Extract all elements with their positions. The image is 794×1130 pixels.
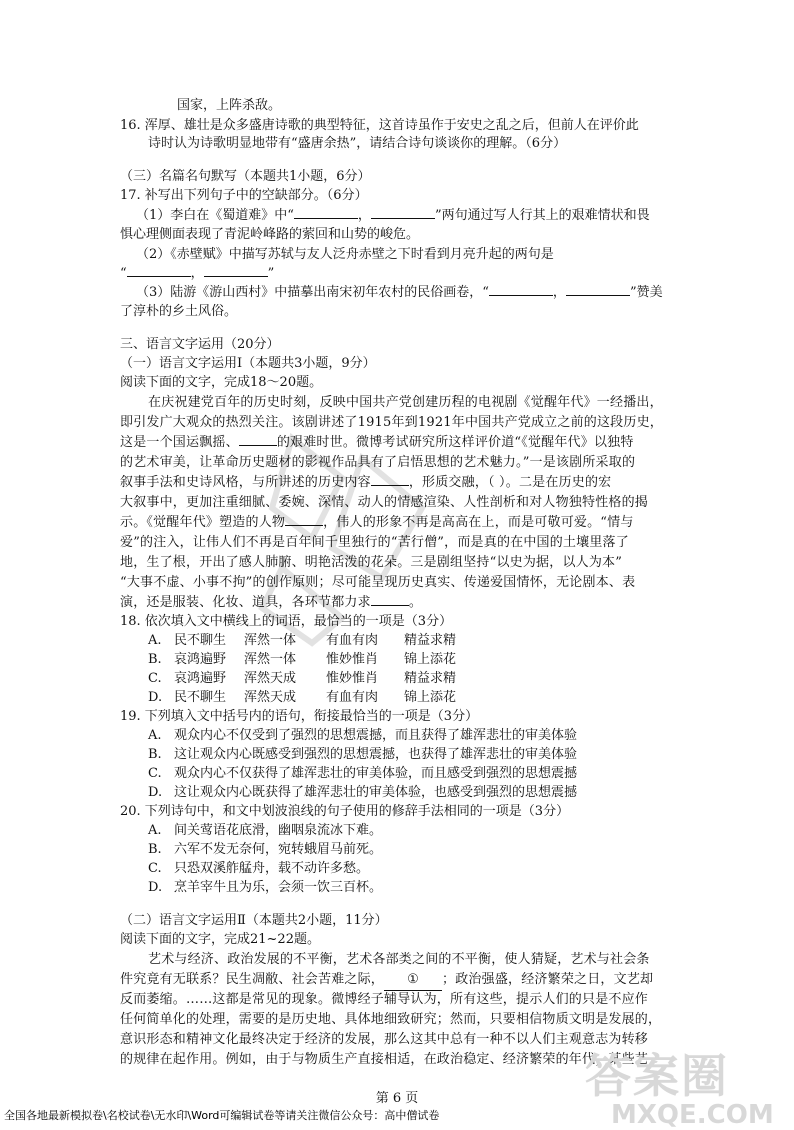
passage-line	[120, 970, 653, 991]
text: ；政治强盛，经济繁荣之日，文艺却	[442, 972, 654, 987]
option-label: A.	[148, 633, 162, 648]
passage-line: 的艺术审美，让革命历史题材的影视作品具有了启悟思想的艺术魅力。”一是该剧所采取的	[120, 455, 636, 470]
passage-line: 任何简单化的处理，需要的是历史地、具体地细致研究；然而，只要相信物质文明是发展的，	[120, 1012, 662, 1027]
section-heading: （二）语言文字运用Ⅱ（本题共2小题，11分）	[120, 913, 388, 928]
option-word: 民不聊生	[174, 690, 227, 705]
option-label: C.	[148, 671, 162, 686]
text: （1）李白在《蜀道难》中“	[136, 208, 294, 223]
option-row[interactable]	[148, 631, 456, 651]
option-word: 浑然天成	[244, 671, 297, 686]
passage-line: 大叙事中，更加注重细腻、委婉、深情、动人的情感渲染、人性剖析和对人物独特性格的揭	[120, 495, 649, 510]
option-text: 烹羊宰牛且为乐，会须一饮三百杯。	[174, 880, 383, 895]
question-18: 18. 依次填入文中横线上的词语，最恰当的一项是（3分）	[120, 614, 453, 629]
option-row[interactable]	[148, 821, 382, 841]
option-row[interactable]	[148, 783, 577, 803]
text-line: 了淳朴的乡土风俗。	[120, 304, 238, 319]
option-row[interactable]	[148, 840, 382, 860]
watermark-text: MXQE.COM	[611, 1100, 774, 1130]
passage-line: 在庆祝建党百年的历史时刻，反映中国共产党创建历程的电视剧《觉醒年代》一经播出，	[148, 395, 663, 410]
option-text: 这让观众内心既获得了雄浑悲壮的审美体验，也感受到强烈的思想震撼	[174, 785, 578, 800]
text-line: 惧心理侧面表现了青泥岭峰路的萦回和山势的峻危。	[120, 227, 420, 242]
text: （3）陆游《游山西村》中描摹出南宋初年农村的民俗画卷，“	[136, 285, 489, 300]
answer-blank[interactable]	[371, 473, 409, 486]
answer-blank[interactable]	[285, 513, 323, 526]
option-word: 浑然一体	[244, 652, 297, 667]
passage-line	[120, 593, 422, 613]
answer-blank[interactable]	[204, 264, 268, 277]
option-word: 精益求精	[404, 633, 457, 648]
passage-line: 艺术与经济、政治发展的不平衡，艺术各部类之间的不平衡，使人猜疑，艺术与社会条	[148, 952, 650, 967]
option-word: 哀鸿遍野	[174, 671, 227, 686]
option-text: 观众内心不仅获得了雄浑悲壮的审美体验，而且感受到强烈的思想震撼	[174, 766, 578, 781]
option-word: 浑然天成	[244, 690, 297, 705]
text-line: “ ， ”	[120, 266, 275, 281]
option-label: D.	[148, 880, 163, 895]
part-heading: 三、语言文字运用（20分）	[120, 337, 280, 352]
question-16: 16. 浑厚、雄壮是众多盛唐诗歌的典型特征，这首诗虽作于安史之乱之后，但前人在评价此	[120, 118, 639, 133]
text: 叙事手法和史诗风格，与所讲述的历史内容	[120, 475, 371, 490]
text-line: （1）李白在《蜀道难》中“ ， ”两句通过写人行其上的艰难情状和畏	[136, 208, 650, 223]
option-word: 精益求精	[404, 671, 457, 686]
text: ”两句通过写人行其上的艰难情状和畏	[434, 208, 650, 223]
option-row[interactable]	[148, 745, 577, 765]
option-label: D.	[148, 690, 163, 705]
site-watermark	[585, 1040, 774, 1130]
option-word: 锦上添花	[404, 690, 457, 705]
option-label: A.	[148, 728, 162, 743]
text-line: （2）《赤壁赋》中描写苏轼与友人泛舟赤壁之下时看到月亮升起的两句是	[136, 247, 554, 262]
passage-line	[120, 433, 634, 453]
option-label: B.	[148, 652, 162, 667]
text: 件究竟有无联系？民生凋敝、社会苦难之际，	[120, 972, 385, 987]
text: 。	[408, 595, 423, 610]
option-word: 锦上添花	[404, 652, 457, 667]
option-word: 有血有肉	[326, 690, 379, 705]
option-word: 惟妙惟肖	[326, 652, 379, 667]
option-row[interactable]	[148, 688, 456, 708]
question-20: 20. 下列诗句中，和文中划波浪线的句子使用的修辞手法相同的一项是（3分）	[120, 804, 570, 819]
option-word: 有血有肉	[326, 633, 379, 648]
answer-blank[interactable]	[489, 283, 553, 296]
option-row[interactable]	[148, 726, 577, 746]
option-row[interactable]	[148, 859, 369, 879]
passage-line	[120, 473, 611, 493]
watermark-text: 答案圈	[585, 1049, 729, 1103]
option-row[interactable]	[148, 650, 456, 670]
text: 演，还是服装、化妆、道具，各环节都力求	[120, 595, 371, 610]
instruction: 阅读下面的文字，完成18～20题。	[120, 375, 323, 390]
option-text: 间关莺语花底滑，幽咽泉流冰下难。	[174, 823, 383, 838]
passage-line	[120, 513, 634, 533]
passage-line: 爱”的注入，让伟人们不再是百年间千里独行的“苦行僧”，而是真的在中国的土壤里落了	[120, 535, 629, 550]
passage-line: “大事不虚、小事不拘”的创作原则；尽可能呈现历史真实、传递爱国情怀，无论剧本、表	[120, 575, 636, 590]
option-word: 惟妙惟肖	[326, 671, 379, 686]
text: 示。《觉醒年代》塑造的人物	[120, 515, 286, 530]
option-label: B.	[148, 747, 162, 762]
option-label: D.	[148, 785, 163, 800]
numbered-blank[interactable]: ①	[384, 970, 442, 991]
option-word: 浑然一体	[244, 633, 297, 648]
answer-blank[interactable]	[566, 283, 630, 296]
text: 这是一个国运飘摇、	[120, 435, 239, 450]
question-17: 17. 补写出下列句子中的空缺部分。（6分）	[120, 188, 368, 203]
option-text: 六军不发无奈何，宛转蛾眉马前死。	[174, 842, 383, 857]
option-text: 只恐双溪舴艋舟，载不动许多愁。	[174, 861, 370, 876]
text: ”赞美	[629, 285, 663, 300]
answer-blank[interactable]	[127, 264, 191, 277]
footer-note: 全国各地最新模拟卷\名校试卷\无水印\Word可编辑试卷等请关注微信公众号：高中僧试卷	[4, 1109, 440, 1122]
text: ，伟人的形象不再是高高在上，而是可敬可爱。“情与	[323, 515, 634, 530]
text-line: 诗时认为诗歌明显地带有“盛唐余热”，请结合诗句谈谈你的理解。（6分）	[148, 136, 567, 151]
option-row[interactable]	[148, 878, 382, 898]
instruction: 阅读下面的文字，完成21~22题。	[120, 932, 320, 947]
text: ，形质交融，（ ）。二是在历史的宏	[408, 475, 612, 490]
option-text: 观众内心不仅受到了强烈的思想震撼，而且获得了雄浑悲壮的审美体验	[174, 728, 578, 743]
text: 的艰难时世。微博考试研究所这样评价道“《觉醒年代》以独特	[276, 435, 634, 450]
answer-blank[interactable]	[371, 593, 409, 606]
option-label: C.	[148, 766, 162, 781]
passage-line: 意识形态和精神文化最终决定于经济的发展，那么这其中总有一种不以人们主观意志为转移	[120, 1032, 649, 1047]
option-word: 民不聊生	[174, 633, 227, 648]
option-row[interactable]	[148, 764, 577, 784]
passage-line: 地，生了根，开出了感人肺腑、明艳活泼的花朵。三是剧组坚持“以史为据，以人为本”	[120, 555, 623, 570]
option-label: A.	[148, 823, 162, 838]
section-heading: （一）语言文字运用Ⅰ（本题共3小题，9分）	[120, 356, 376, 371]
option-label: C.	[148, 861, 162, 876]
option-word: 哀鸿遍野	[174, 652, 227, 667]
page-number: 第 6 页	[375, 1091, 419, 1106]
passage-line: 反而萎缩。……这都是常见的现象。微博经子辅导认为，所有这些，提示人们的只是不应作	[120, 992, 649, 1007]
passage-line: 的规律在起作用。例如，由于与物质生产直接相适，在政治稳定、经济繁荣的年代，某些艺	[120, 1052, 649, 1067]
answer-blank[interactable]	[239, 433, 277, 446]
answer-blank[interactable]	[294, 206, 358, 219]
passage-line: 即引发广大观众的热烈关注。该剧讲述了1915年到1921年中国共产党成立之前的这段历史，	[120, 415, 663, 430]
option-label: B.	[148, 842, 162, 857]
option-row[interactable]	[148, 669, 456, 689]
option-text: 这让观众内心既感受到强烈的思想震撼，也获得了雄浑悲壮的审美体验	[174, 747, 578, 762]
question-19: 19. 下列填入文中括号内的语句，衔接最恰当的一项是（3分）	[120, 709, 479, 724]
text-line: 国家，上阵杀敌。	[177, 98, 282, 113]
text-line: （3）陆游《游山西村》中描摹出南宋初年农村的民俗画卷，“ ， ”赞美	[136, 285, 663, 300]
section-heading: （三）名篇名句默写（本题共1小题，6分）	[120, 169, 371, 184]
answer-blank[interactable]	[371, 206, 435, 219]
